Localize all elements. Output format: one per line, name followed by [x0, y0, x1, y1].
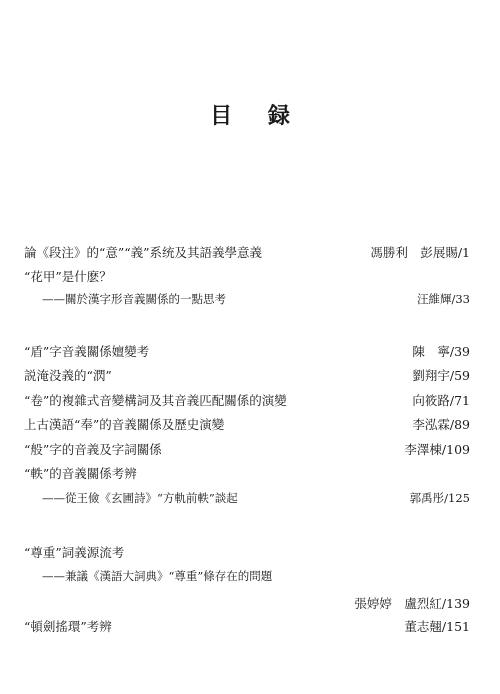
toc-entry: [24, 267, 470, 287]
toc-entry-title: “盾”字音義關係嬗變考: [24, 344, 150, 359]
toc-entry-author-page: 陳 寧/39: [412, 344, 470, 359]
toc-entry-title: “軼”的音義關係考辨: [24, 466, 137, 481]
toc-entry-title: “花甲”是什麽？: [24, 269, 112, 284]
toc-entry: [24, 342, 470, 362]
toc-entry: [24, 464, 470, 484]
toc-entry: [24, 440, 470, 460]
toc-entry-author-page: 郭禹彤/125: [409, 491, 470, 505]
toc-entry-author-page: 李泓霖/89: [412, 417, 470, 432]
toc-entry: [24, 366, 470, 386]
toc-entry: [24, 543, 470, 563]
toc-entry-author-page: 向筱路/71: [412, 393, 470, 408]
toc-entry: [24, 243, 470, 263]
toc-entry-author-page: 馮勝利 彭展賜/1: [370, 245, 470, 260]
toc-entry-title: 上古漢語“奉”的音義關係及歷史演變: [24, 417, 225, 432]
toc-entry: [24, 391, 470, 411]
toc-entry-title: “般”字的音義及字詞關係: [24, 442, 162, 457]
toc-entry-author-page: 董志翹/151: [404, 619, 470, 634]
toc-entry-author-page: 汪維輝/33: [416, 292, 470, 306]
toc-entry-subtitle: [24, 490, 470, 510]
toc-entry-subtitle: [24, 291, 470, 311]
toc-entry-title: “頓劍搖環”考辨: [24, 619, 112, 634]
toc-entry: [24, 415, 470, 435]
toc-entry-title: ——從王儉《玄圃詩》“方軌前軼”談起: [42, 491, 238, 505]
toc-entry-title: “尊重”詞義源流考: [24, 545, 125, 560]
toc-entry-title: ——關於漢字形音義關係的一點思考: [42, 292, 226, 306]
toc-entry-subtitle: [24, 568, 470, 588]
page-title: 目 録: [210, 103, 304, 129]
toc-entry-title: 説淹没義的“㴸”: [24, 368, 112, 383]
toc-entry-title: 論《段注》的“意”“義”系统及其語義學意義: [24, 245, 263, 260]
toc-entry-authors: [24, 594, 470, 614]
toc-entry: [24, 617, 470, 637]
toc-entry-author-page: 劉翔宇/59: [412, 368, 470, 383]
toc-entry-author-page: 張婷婷 盧烈紅/139: [354, 596, 470, 611]
toc-entry-title: ——兼議《漢語大詞典》“尊重”條存在的問題: [42, 569, 273, 583]
toc-entry-author-page: 李澤棟/109: [404, 442, 470, 457]
toc-entry-title: “卷”的複雜式音變構詞及其音義匹配關係的演變: [24, 393, 287, 408]
